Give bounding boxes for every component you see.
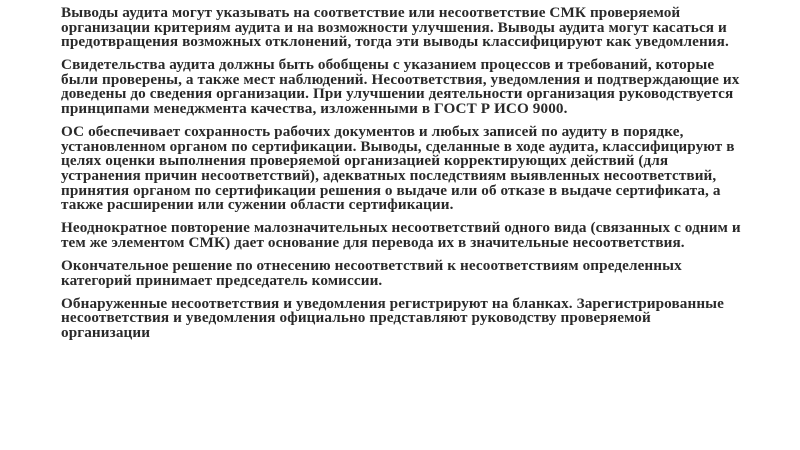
paragraph-records-retention: ОС обеспечивает сохранность рабочих документов и любых записей по аудиту в порядке, установленном органом по сертификации. Выводы, сделанные в ходе аудита, классифицируют в целях оценки выполнения проверяемой организацией корректирующих действий (для устранения причин несоответствий), адекватных последствиям выявленных несоответствий, принятия органом по сертификации решения о выдаче или об отказе в выдаче сертификата, а также расширении или сужении области сертификации. (61, 123, 735, 214)
paragraph-audit-findings: Выводы аудита могут указывать на соответствие или несоответствие СМК проверяемой организации критериям аудита и на возможности улучшения. Выводы аудита могут касаться и предотвращения возможных отклонений, тогда эти выводы классифицируют как уведомления. (61, 4, 729, 51)
paragraph-final-decision: Окончательное решение по отнесению несоответствий к несоответствиям определенных категорий принимает председатель комиссии. (61, 256, 682, 289)
paragraph-audit-evidence: Свидетельства аудита должны быть обобщены с указанием процессов и требований, которые были проверены, а также мест наблюдений. Несоответствия, уведомления и подтверждающие их доведены до сведения организации. При улучшении деятельности организация руководствуется принципами менеджмента качества, изложенными в ГОСТ Р ИСО 9000. (61, 56, 740, 118)
paragraph-repeated-nonconformities: Неоднократное повторение малозначительных несоответствий одного вида (связанных с одним и тем же элементом СМК) дает основание для перевода их в значительные несоответствия. (61, 219, 741, 251)
paragraph-registration: Обнаруженные несоответствия и уведомления регистрируют на бланках. Зарегистрированные несоответствия и уведомления официально представляют руководству проверяемой организации (61, 294, 724, 341)
document-body (61, 6, 741, 349)
